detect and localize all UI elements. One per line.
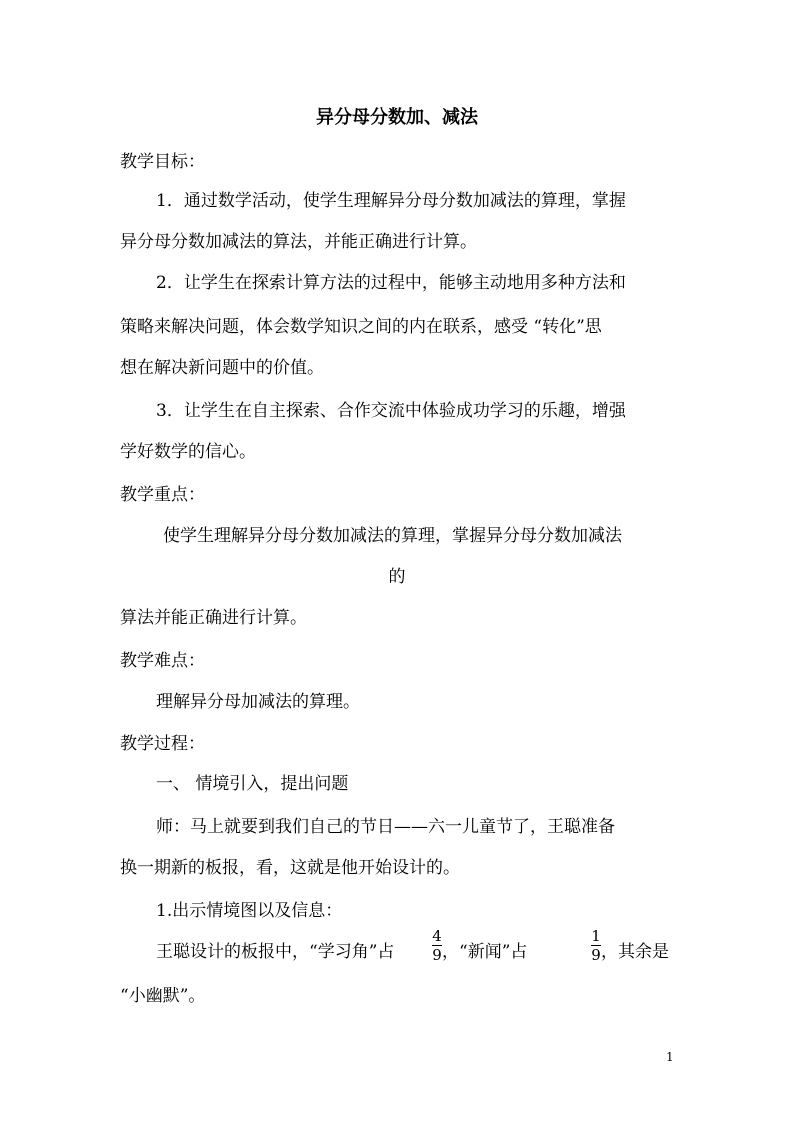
info-part-2: ，“新闻”占 [442,942,528,962]
objective-2-line-1: 2．让学生在探索计算方法的过程中，能够主动地用多种方法和 [156,273,626,293]
key-points-line-3: 算法并能正确进行计算。 [120,608,307,628]
key-points-line-2: 的 [388,567,406,587]
fraction-1-numerator: 4 [432,927,442,945]
page-number: 1 [666,1050,674,1064]
info-part-1: 王聪设计的板报中，“学习角”占 [156,942,395,962]
info-part-3: ，其余是 [601,942,669,962]
key-points-heading: 教学重点： [120,485,205,505]
info-line-2: “小幽默”。 [120,986,206,1006]
fraction-four-ninths [432,928,442,963]
objective-2-line-3: 想在解决新问题中的价值。 [120,358,324,378]
step-1-heading: 一、 情境引入，提出问题 [156,774,349,794]
process-heading: 教学过程： [120,734,205,754]
difficulty-line-1: 理解异分母加减法的算理。 [156,692,360,712]
objective-1-line-1: 1．通过数学活动，使学生理解异分母分数加减法的算理，掌握 [156,191,626,211]
show-info-line: 1.出示情境图以及信息： [156,901,343,921]
objective-3-line-2: 学好数学的信心。 [120,442,256,462]
teacher-line-1: 师：马上就要到我们自己的节日——六一儿童节了，王聪准备 [156,817,615,837]
fraction-1-denominator: 9 [432,946,442,964]
difficulty-heading: 教学难点： [120,651,205,671]
objectives-heading: 教学目标： [120,152,205,172]
key-points-line-1: 使学生理解异分母分数加减法的算理，掌握异分母分数加减法 [163,526,622,546]
objective-3-line-1: 3．让学生在自主探索、合作交流中体验成功学习的乐趣，增强 [156,401,626,421]
teacher-line-2: 换一期新的板报，看，这就是他开始设计的。 [120,858,460,878]
objective-2-line-2: 策略来解决问题，体会数学知识之间的内在联系，感受 “转化”思 [120,317,602,337]
document-title: 异分母分数加、减法 [316,107,478,128]
objective-1-line-2: 异分母分数加减法的算法，并能正确进行计算。 [120,232,477,252]
fraction-2-denominator: 9 [591,946,601,964]
fraction-one-ninth [591,928,601,963]
fraction-2-numerator: 1 [591,927,601,945]
